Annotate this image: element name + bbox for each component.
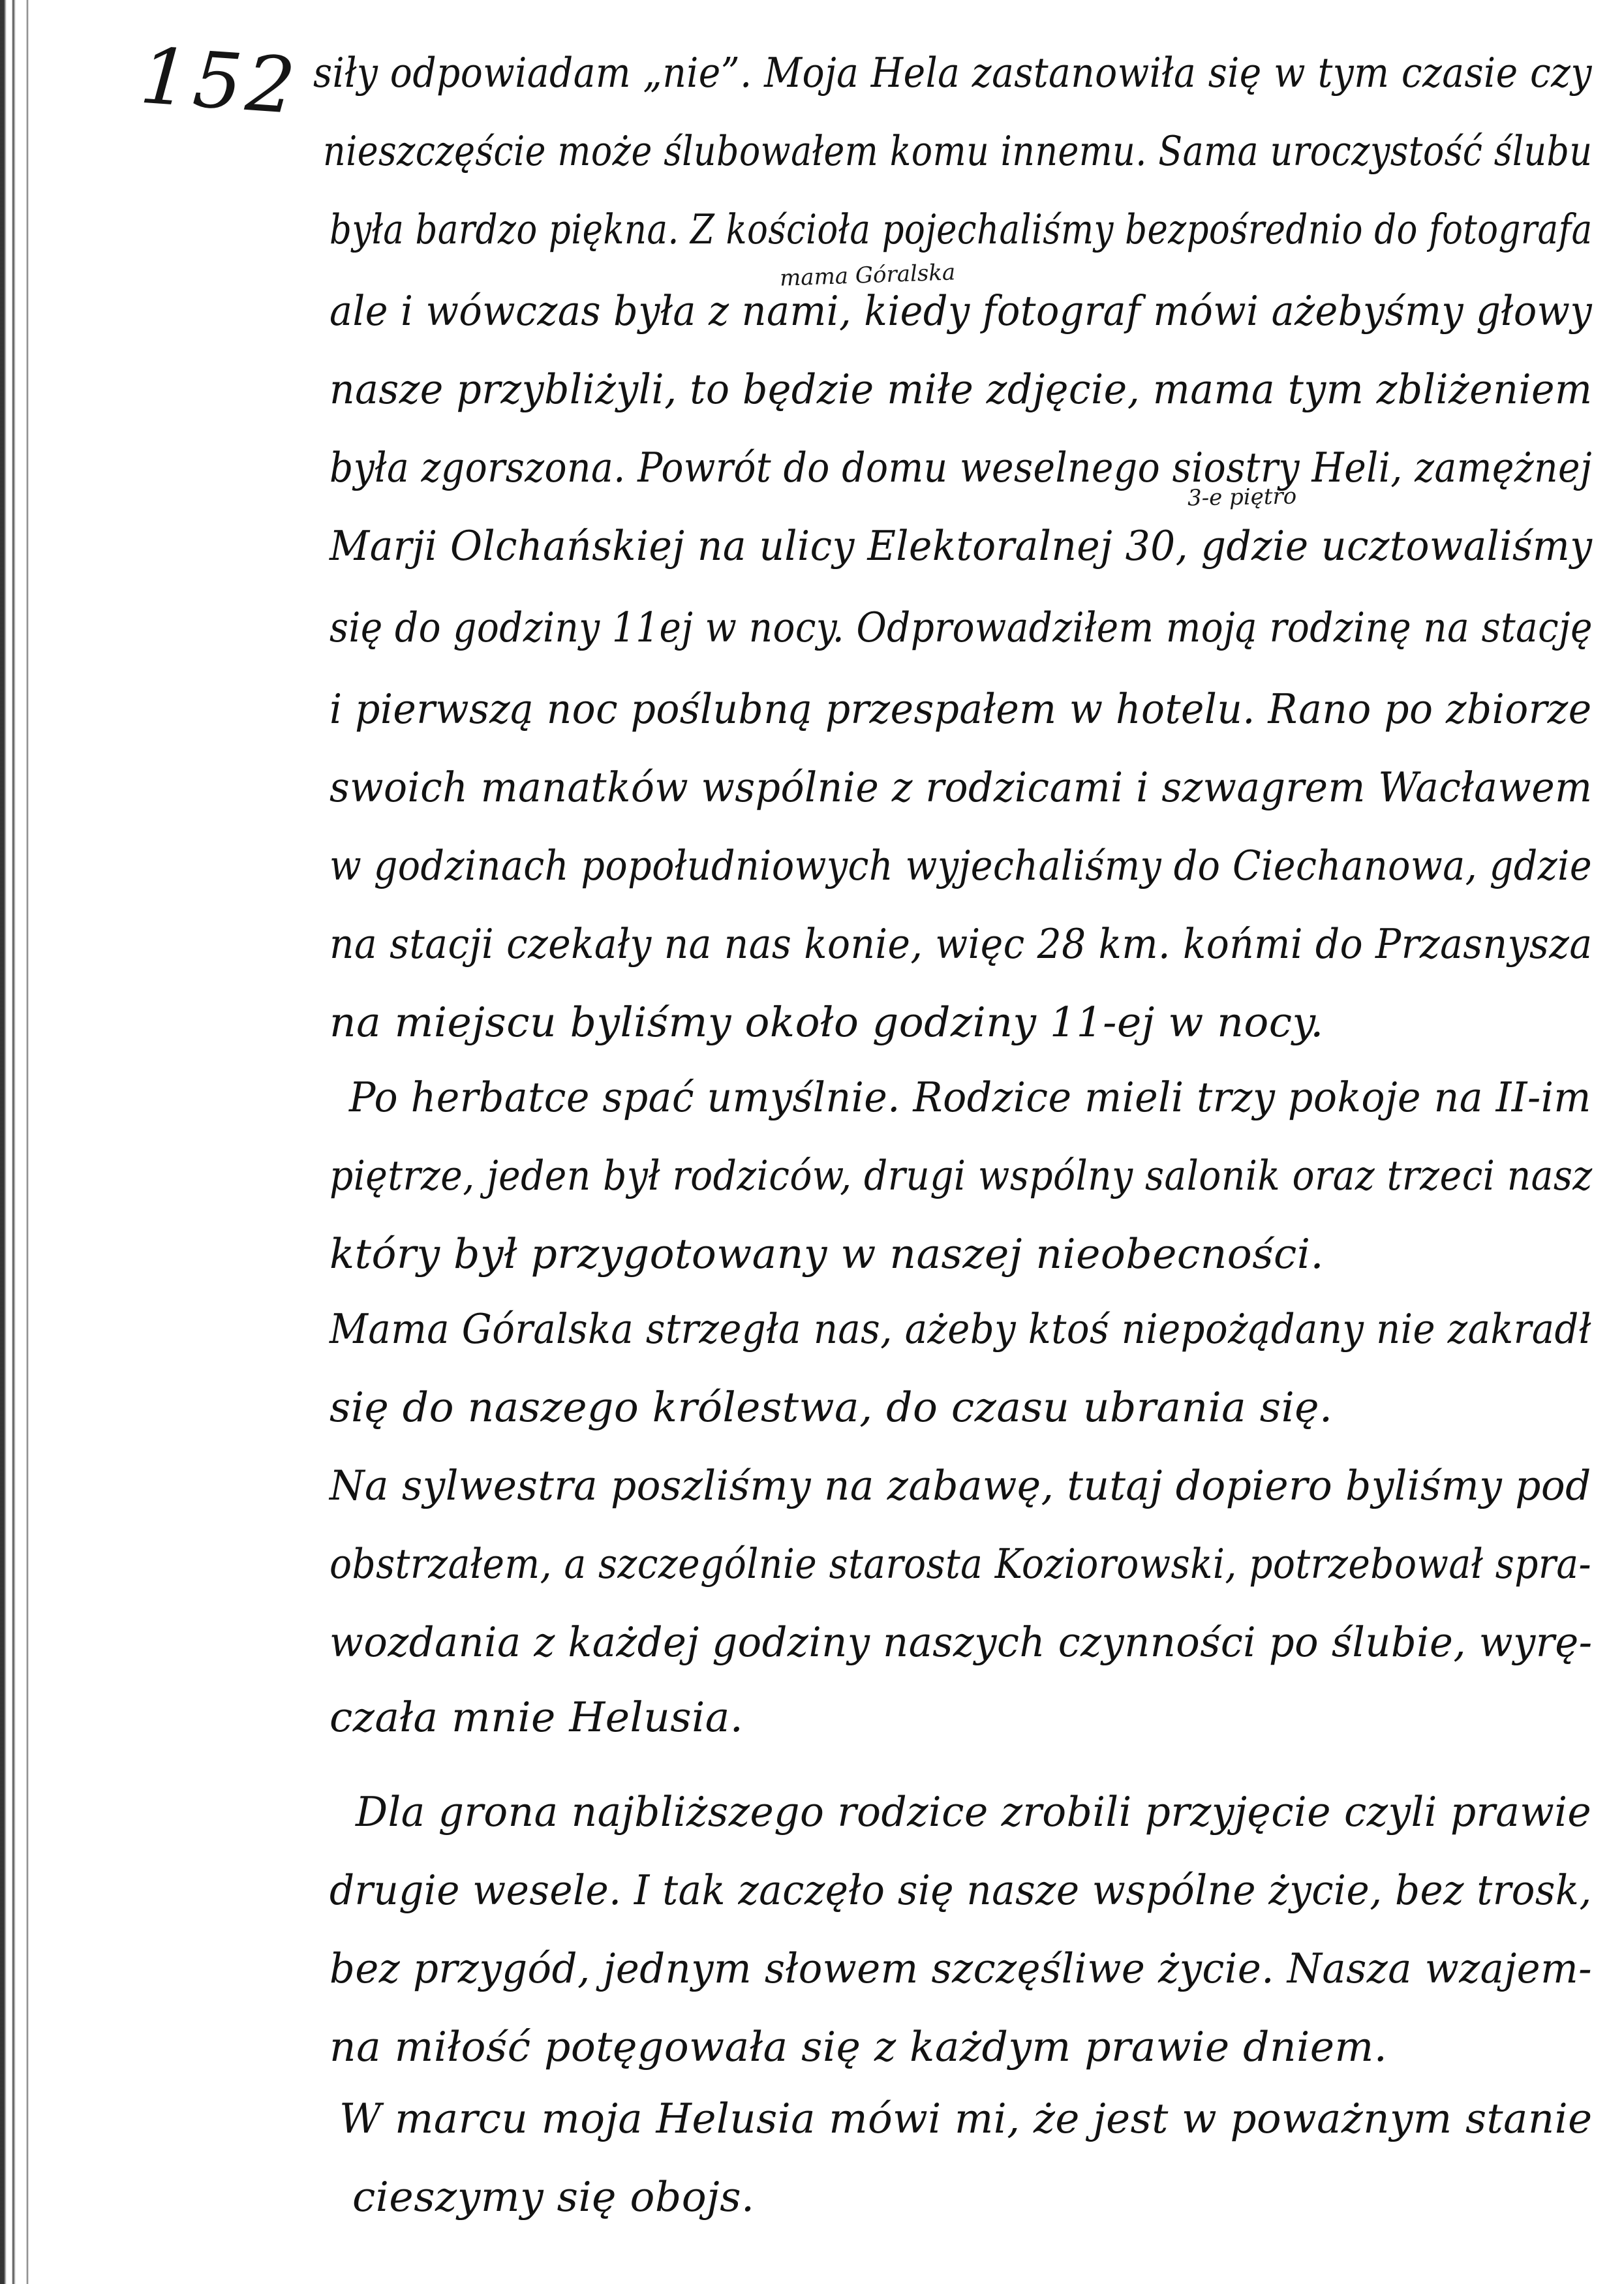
insertion-three-pietro: 3-e piętro: [1187, 483, 1297, 512]
insertion-mama-goralska: mama Góralska: [779, 259, 956, 292]
text-line: piętrze, jeden był rodziców, drugi wspólny salonik oraz trzeci nasz: [329, 1152, 1593, 1199]
text-line: nieszczęście może ślubowałem komu innemu. Sama uroczystość ślubu: [323, 127, 1593, 175]
text-line: Na sylwestra poszliśmy na zabawę, tutaj dopiero byliśmy pod: [329, 1462, 1591, 1509]
text-line: się do godziny 11ej w nocy. Odprowadziłem moją rodzinę na stację: [329, 604, 1593, 651]
text-line: była zgorszona. Powrót do domu weselnego siostry Heli, zamężnej: [329, 444, 1593, 491]
text-line: na miłość potęgowała się z każdym prawie dniem.: [329, 2023, 1388, 2071]
text-line: wozdania z każdej godziny naszych czynności po ślubie, wyrę-: [329, 1618, 1593, 1666]
text-line: cieszymy się obojs.: [352, 2173, 755, 2221]
text-line: na miejscu byliśmy około godziny 11-ej w nocy.: [329, 998, 1324, 1046]
page-number: 152: [137, 30, 302, 132]
text-line: czała mnie Helusia.: [329, 1693, 744, 1741]
text-line: na stacji czekały na nas konie, więc 28 km. końmi do Przasnysza: [329, 920, 1593, 968]
text-line: który był przygotowany w naszej nieobecności.: [329, 1230, 1325, 1278]
text-line: nasze przybliżyli, to będzie miłe zdjęcie, mama tym zbliżeniem: [329, 365, 1593, 413]
text-line: w godzinach popołudniowych wyjechaliśmy do Ciechanowa, gdzie: [329, 842, 1593, 889]
text-line: Marji Olchańskiej na ulicy Elektoralnej 30, gdzie ucztowaliśmy: [329, 522, 1593, 570]
text-line: siły odpowiadam „nie”. Moja Hela zastanowiła się w tym czasie czy: [313, 49, 1592, 97]
text-line: i pierwszą noc poślubną przespałem w hotelu. Rano po zbiorze: [329, 685, 1592, 733]
text-line: bez przygód, jednym słowem szczęśliwe życie. Nasza wzajem-: [329, 1945, 1593, 1992]
text-line: Dla grona najbliższego rodzice zrobili przyjęcie czyli prawie: [356, 1788, 1592, 1836]
text-line: swoich manatków wspólnie z rodzicami i szwagrem Wacławem: [329, 764, 1593, 811]
text-line: była bardzo piękna. Z kościoła pojechaliśmy bezpośrednio do fotografa: [329, 206, 1593, 253]
text-line: ale i wówczas była z nami, kiedy fotograf mówi ażebyśmy głowy: [329, 287, 1593, 335]
text-line: się do naszego królestwa, do czasu ubrania się.: [329, 1383, 1333, 1431]
text-line: drugie wesele. I tak zaczęło się nasze wspólne życie, bez trosk,: [329, 1866, 1592, 1914]
binding-edge: [0, 0, 39, 2284]
text-line: Po herbatce spać umyślnie. Rodzice mieli trzy pokoje na II-im: [349, 1073, 1591, 1121]
text-line: obstrzałem, a szczególnie starosta Koziorowski, potrzebował spra-: [329, 1540, 1592, 1588]
text-line: Mama Góralska strzegła nas, ażeby ktoś niepożądany nie zakradł: [329, 1305, 1591, 1353]
text-line: W marcu moja Helusia mówi mi, że jest w poważnym stanie: [339, 2095, 1593, 2142]
